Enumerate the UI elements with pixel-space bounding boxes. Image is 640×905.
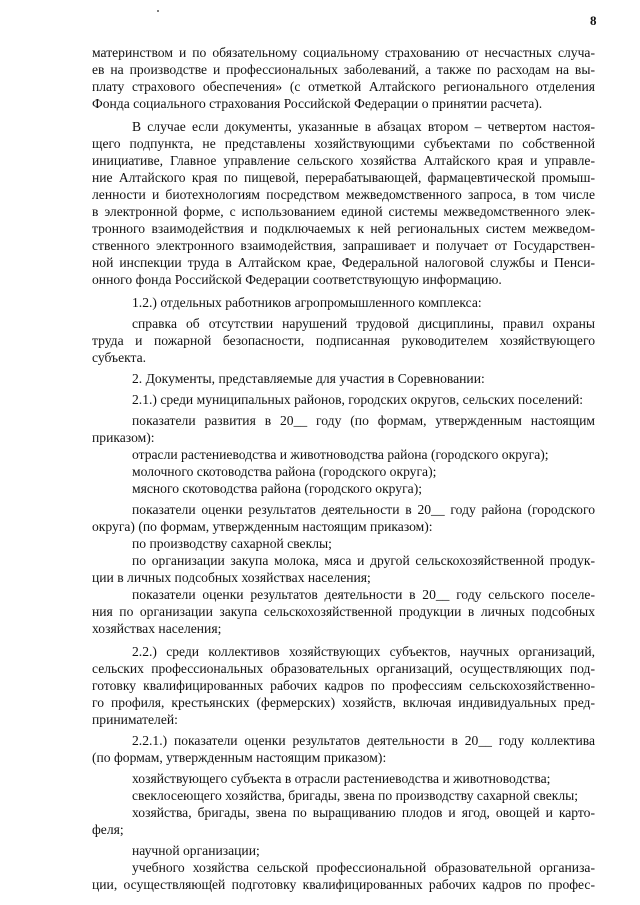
text-line: отрасли растениеводства и животноводства района (городского округа);: [132, 447, 549, 462]
text-line: субъекта.: [92, 350, 147, 365]
text-line: округа) (по формам, утвержденным настоящим приказом):: [92, 519, 433, 534]
text-line: справка об отсутствии нарушений трудовой дисциплины, правил охраны: [132, 316, 595, 331]
text-line: научной организации;: [132, 843, 260, 858]
text-line: сельских профессиональных образовательных организаций, осуществляющих под-: [92, 661, 595, 676]
text-line: по производству сахарной свеклы;: [132, 536, 332, 551]
text-line: свеклосеющего хозяйства, бригады, звена по производству сахарной свеклы;: [132, 788, 579, 803]
text-line: ции в личных подсобных хозяйствах населения;: [92, 570, 371, 585]
text-line: Фонда социального страхования Российской Федерации о принятии расчета).: [92, 96, 543, 111]
text-line: ции, осуществляющей подготовку квалифицированных рабочих кадров по профес-: [92, 877, 595, 892]
text-line: принимателей:: [92, 712, 178, 727]
text-line: готовку квалифицированных рабочих кадров по профессиям сельскохозяйственно-: [92, 678, 595, 693]
text-line: хозяйствах населения;: [92, 621, 222, 636]
text-line: по организации закупа молока, мяса и другой сельскохозяйственной продук-: [132, 553, 595, 568]
text-line: 1.2.) отдельных работников агропромышленного комплекса:: [132, 295, 482, 310]
text-line: труда и пожарной безопасности, подписанная руководителем хозяйствующего: [92, 333, 595, 348]
text-line: 2.2.) среди коллективов хозяйствующих субъектов, научных организаций,: [132, 644, 595, 659]
text-line: (по формам, утвержденным настоящим приказом):: [92, 750, 387, 765]
text-line: 2. Документы, представляемые для участия в Соревновании:: [132, 371, 485, 386]
text-line: хозяйства, бригады, звена по выращиванию плодов и ягод, овощей и карто-: [132, 805, 595, 820]
text-line: молочного скотоводства района (городского округа);: [132, 464, 437, 479]
text-line: ленности и биотехнологиям посредством межведомственного запроса, в том числе: [92, 187, 595, 202]
text-line: показатели оценки результатов деятельности в 20__ году сельского поселе-: [132, 587, 595, 602]
text-line: ственного электронного взаимодействия, запрашивает и получает от Государствен-: [92, 238, 595, 253]
text-line: щего подпункта, не представлены хозяйствующими субъектами по собственной: [92, 136, 595, 151]
text-line: материнством и по обязательному социальному страхованию от несчастных случа-: [92, 45, 595, 60]
scan-speck: [157, 10, 159, 12]
text-line: 2.1.) среди муниципальных районов, городских округов, сельских поселений:: [132, 392, 584, 407]
text-line: мясного скотоводства района (городского округа);: [132, 481, 423, 496]
text-line: тронного взаимодействия и подключаемых к ней региональных систем межведом-: [92, 221, 595, 236]
text-line: инициативе, Главное управление сельского хозяйства Алтайского края и управле-: [92, 153, 595, 168]
text-line: го профиля, крестьянских (фермерских) хозяйств, включая индивидуальных пред-: [92, 695, 595, 710]
page-number: 8: [590, 13, 597, 28]
text-line: показатели развития в 20__ году (по формам, утвержденным настоящим: [132, 413, 595, 428]
text-line: плату страхового обеспечения» (с отметкой Алтайского регионального отделения: [92, 79, 595, 94]
text-line: ной инспекции труда в Алтайском крае, Федеральной налоговой службы и Пенси-: [92, 255, 595, 270]
text-line: ние Алтайского края по пищевой, перерабатывающей, фармацевтической промыш-: [92, 170, 595, 185]
text-line: в электронной форме, с использованием единой системы межведомственного элек-: [92, 204, 595, 219]
text-line: учебного хозяйства сельской профессиональной образовательной организа-: [132, 860, 595, 875]
text-line: феля;: [92, 822, 124, 837]
text-line: ния по организации закупа сельскохозяйственной продукции в личных подсобных: [92, 604, 595, 619]
text-line: ев на производстве и профессиональных заболеваний, а также по расходам на вы-: [92, 62, 595, 77]
text-line: хозяйствующего субъекта в отрасли растениеводства и животноводства;: [132, 771, 551, 786]
text-line: показатели оценки результатов деятельности в 20__ году района (городского: [132, 502, 595, 517]
text-line: приказом):: [92, 430, 155, 445]
text-line: 2.2.1.) показатели оценки результатов деятельности в 20__ году коллектива: [132, 733, 595, 748]
text-line: В случае если документы, указанные в абзацах втором – четвертом настоя-: [132, 119, 595, 134]
text-line: онного фонда Российской Федерации соответствующую информацию.: [92, 272, 502, 287]
